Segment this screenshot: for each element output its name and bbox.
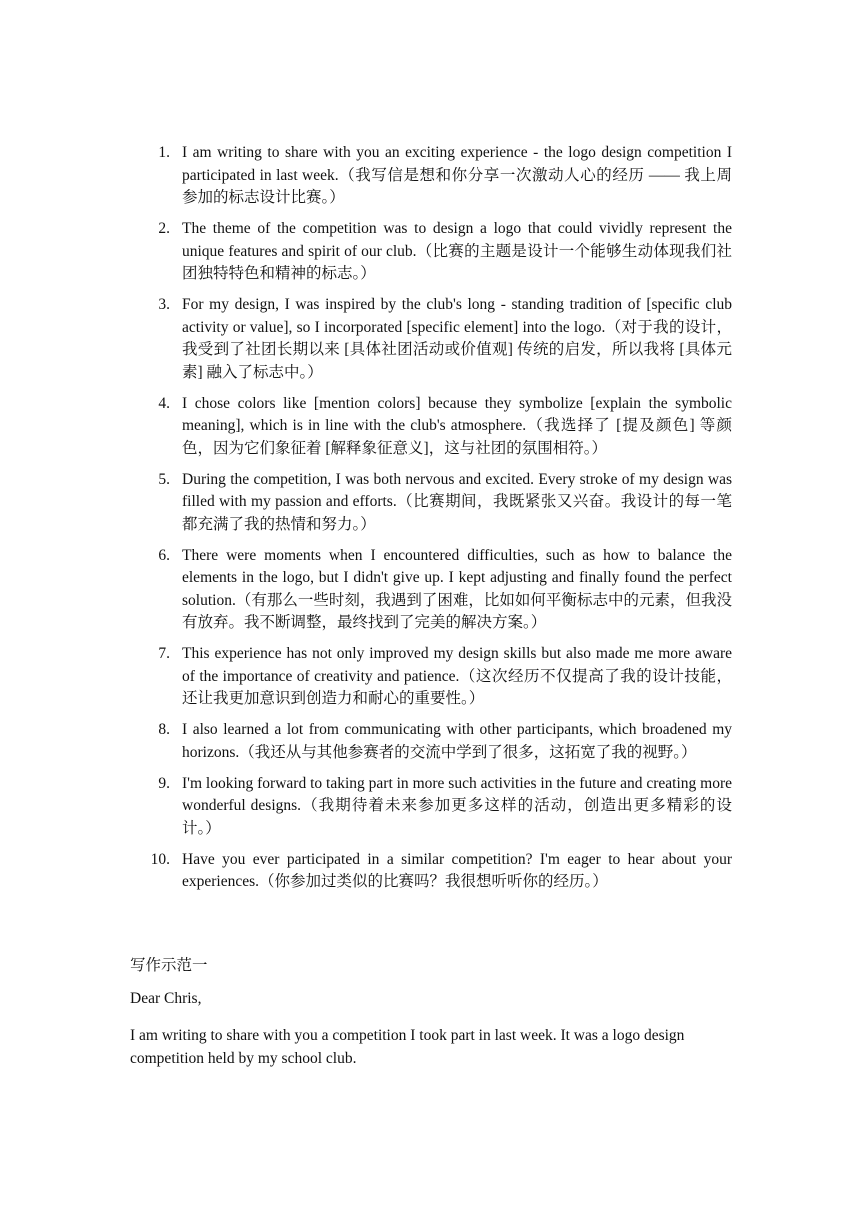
- list-item-text: This experience has not only improved my design skills but also made me more aware of the importance of creativity and patience.（这次经历不仅提高了我的设计技能，还让我更加意识到创造力和耐心的重要性。）: [182, 645, 732, 707]
- list-item-number: 3.: [158, 296, 170, 313]
- list-item-number: 8.: [158, 721, 170, 738]
- list-item-text: The theme of the competition was to design a logo that could vividly represent the unique features and spirit of our club.（比赛的主题是设计一个能够生动体现我们社团独特特色和精神的标志。）: [182, 220, 732, 282]
- list-item: [130, 294, 732, 384]
- list-item: [130, 545, 732, 635]
- list-item-text: For my design, I was inspired by the club's long - standing tradition of [specific club activity or value], so I incorporated [specific element] into the logo.（对于我的设计，我受到了社团长期以来 [具体社团活动或价值观] 传统的启发，所以我将 [具体元素] 融入了标志中。）: [182, 296, 732, 381]
- list-item-number: 6.: [158, 546, 170, 564]
- list-item: [130, 719, 732, 764]
- letter-body: I am writing to share with you a competition I took part in last week. It was a logo design competition held by my school club.: [130, 1027, 685, 1067]
- list-item-text: I am writing to share with you an exciting experience - the logo design competition I participated in last week.（我写信是想和你分享一次激动人心的经历 —— 我上周参加的标志设计比赛。）: [182, 144, 732, 206]
- list-item-text: I chose colors like [mention colors] because they symbolize [explain the symbolic meaning], which is in line with the club's atmosphere.（我选择了 [提及颜色] 等颜色，因为它们象征着 [解释象征意义]，这与社团的氛围相符。）: [182, 394, 732, 457]
- list-item-text: I also learned a lot from communicating with other participants, which broadened my horizons.（我还从与其他参赛者的交流中学到了很多，这拓宽了我的视野。）: [182, 721, 732, 761]
- list-item-number: 5.: [158, 470, 170, 488]
- letter-greeting: Dear Chris,: [130, 990, 202, 1007]
- list-item: [130, 773, 732, 841]
- list-item: [130, 849, 732, 894]
- sample-heading: 写作示范一: [130, 957, 208, 974]
- list-item-number: 10.: [150, 850, 170, 868]
- list-item: [130, 218, 732, 286]
- list-item-number: 4.: [158, 394, 170, 412]
- list-item: [130, 469, 732, 537]
- list-item-number: 9.: [158, 774, 170, 792]
- list-item: [130, 393, 732, 461]
- list-item-number: 2.: [158, 220, 170, 237]
- list-item-number: 1.: [158, 144, 170, 161]
- list-item-text: Have you ever participated in a similar competition? I'm eager to hear about your experiences.（你参加过类似的比赛吗？我很想听听你的经历。）: [182, 850, 732, 890]
- sentence-list: [130, 142, 732, 902]
- list-item-text: There were moments when I encountered difficulties, such as how to balance the elements in the logo, but I didn't give up. I kept adjusting and finally found the perfect solution.（有那么一些时刻，我遇到了困难，比如如何平衡标志中的元素，但我没有放弃。我不断调整，最终找到了完美的解决方案。）: [182, 546, 732, 631]
- list-item-text: During the competition, I was both nervous and excited. Every stroke of my design was filled with my passion and efforts.（比赛期间，我既紧张又兴奋。我设计的每一笔都充满了我的热情和努力。）: [182, 470, 732, 533]
- list-item-text: I'm looking forward to taking part in more such activities in the future and creating more wonderful designs.（我期待着未来参加更多这样的活动，创造出更多精彩的设计。）: [182, 774, 732, 837]
- list-item: [130, 643, 732, 711]
- list-item-number: 7.: [158, 645, 170, 662]
- list-item: [130, 142, 732, 210]
